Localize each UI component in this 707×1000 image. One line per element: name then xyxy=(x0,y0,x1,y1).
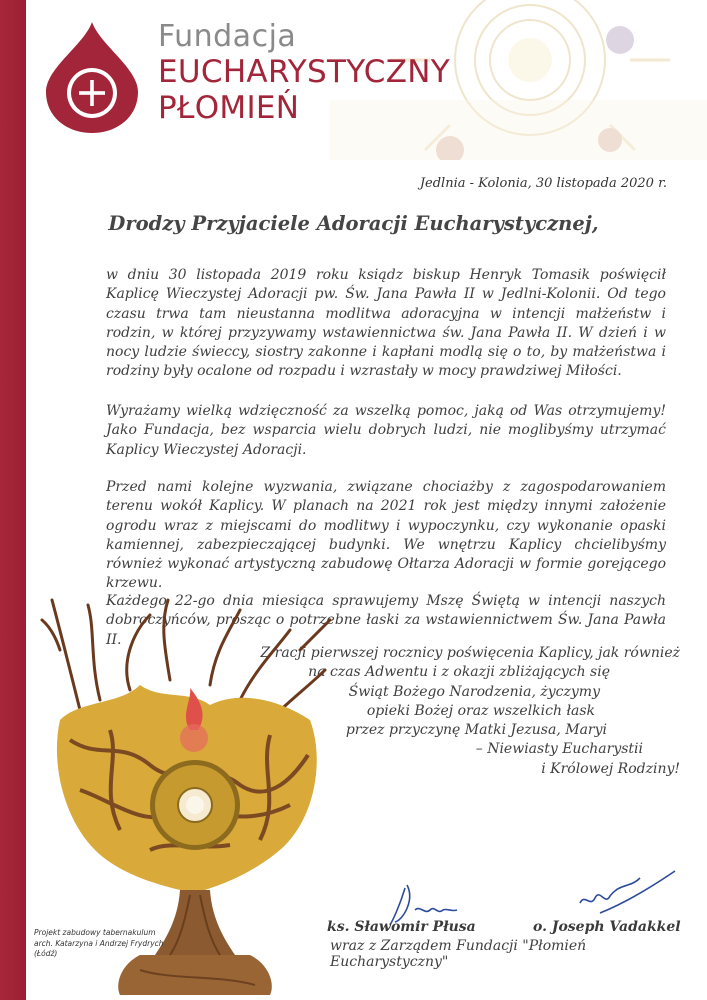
letter-date: Jedlnia - Kolonia, 30 listopada 2020 r. xyxy=(419,176,667,191)
wishes-line-4: opieki Bożej oraz wszelkich łask xyxy=(366,702,595,719)
wishes-line-6: – Niewiasty Eucharystii xyxy=(475,741,643,758)
signer-board: wraz z Zarządem Fundacji "Płomień Eucharystyczny" xyxy=(330,938,587,970)
signer-plusa: ks. Sławomir Płusa xyxy=(327,919,476,935)
wishes-line-5: przez przyczynę Matki Jezusa, Maryi xyxy=(345,722,607,739)
paragraph-1: w dniu 30 listopada 2019 roku ksiądz biskup Henryk Tomasik poświęcił Kaplicę Wieczystej Adoracji pw. Św. Jana Pawła II w Jedlni-Kolonii. Od tego czasu trwa tam nieustanna modlitwa adoracyjna w intencji małżeństw i rodzin, w której przyzywamy wstawiennictwa św. Jana Pawła II. W dzień i w nocy ludzie świeccy, siostry zakonne i kapłani modlą się o to, by małżeństwa i rodziny były ocalone od rozpadu i wzrastały w mocy prawdziwej Miłości. xyxy=(106,267,666,380)
logo-flame-drop-icon xyxy=(42,20,142,135)
logo-eucharystyczny: EUCHARYSTYCZNY xyxy=(158,54,450,90)
logo-text xyxy=(158,19,450,126)
wishes-line-1: Z racji pierwszej rocznicy poświęcenia Kaplicy, jak również xyxy=(260,645,680,661)
credit-line-2: arch. Katarzyna i Andrzej Frydrych xyxy=(34,938,164,948)
signer-vadakkel: o. Joseph Vadakkel xyxy=(533,919,681,935)
wishes-line-7: i Królowej Rodziny! xyxy=(541,760,680,777)
paragraph-3: Przed nami kolejne wyzwania, związane chociażby z zagospodarowaniem terenu wokół Kaplicy. W planach na 2021 rok jest między innymi założenie ogrodu wraz z miejscami do modlitwy i wypoczynku, czy wykonanie opaski kamiennej, zabezpieczającej budynki. We wnętrzu Kaplicy chcielibyśmy również wykonać artystyczną zabudowę Ołtarza Adoracji w formie gorejącego krzewu. xyxy=(106,479,666,592)
project-credit xyxy=(34,928,184,960)
paragraph-2: Wyrażamy wielką wdzięczność za wszelką pomoc, jaką od Was otrzymujemy! Jako Fundacja, bez wsparcia wielu dobrych ludzi, nie moglibyśmy utrzymać Kaplicy Wieczystej Adoracji. xyxy=(106,403,666,458)
credit-line-1: Projekt zabudowy tabernakulum xyxy=(34,928,156,937)
logo-fundacja: Fundacja xyxy=(158,19,297,54)
credit-line-3: (Łódź) xyxy=(34,949,58,958)
wishes-line-2: na czas Adwentu i z okazji zbliżających się xyxy=(308,664,610,681)
signature-2-image xyxy=(570,868,680,923)
left-accent-bar xyxy=(0,0,26,1000)
wishes-line-3: Świąt Bożego Narodzenia, życzymy xyxy=(348,683,600,700)
logo-plomien: PŁOMIEŃ xyxy=(158,90,300,126)
letter-salutation: Drodzy Przyjaciele Adoracji Eucharystycznej, xyxy=(108,212,599,235)
paragraph-4: Każdego 22-go dnia miesiąca sprawujemy Mszę Świętą w intencji naszych dobroczyńców, prosząc o potrzebne łaski za wstawiennictwem Św. Jana Pawła II. xyxy=(106,593,666,648)
